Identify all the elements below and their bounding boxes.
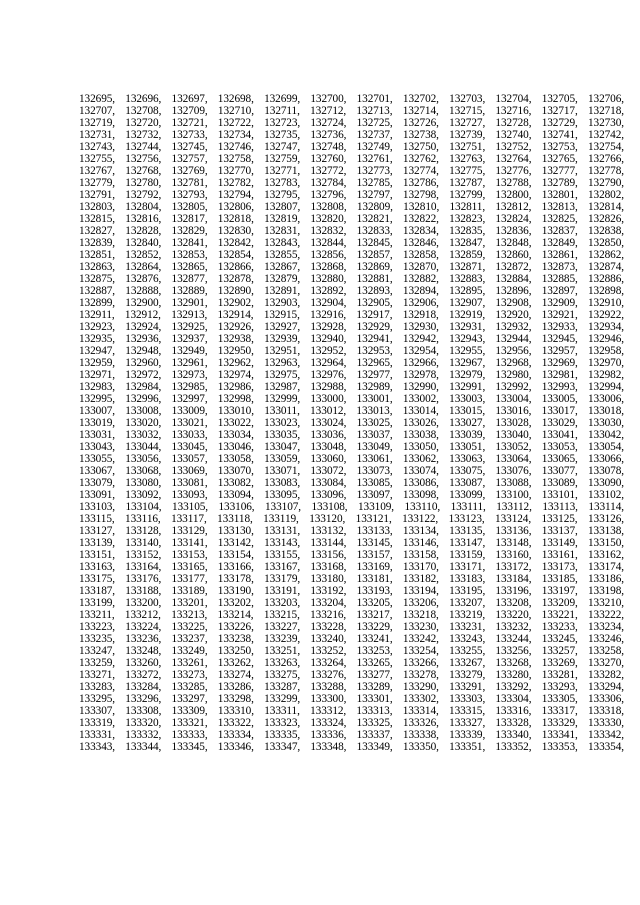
number-line: 133043, 133044, 133045, 133046, 133047, 133048, 133049, 133050, 133051, 133052, 133053, 133054, xyxy=(79,441,624,453)
number-line: 132743, 132744, 132745, 132746, 132747, 132748, 132749, 132750, 132751, 132752, 132753, 132754, xyxy=(79,141,624,153)
number-line: 132839, 132840, 132841, 132842, 132843, 132844, 132845, 132846, 132847, 132848, 132849, 132850, xyxy=(79,237,624,249)
number-line: 132791, 132792, 132793, 132794, 132795, 132796, 132797, 132798, 132799, 132800, 132801, 132802, xyxy=(79,189,624,201)
number-line: 133223, 133224, 133225, 133226, 133227, 133228, 133229, 133230, 133231, 133232, 133233, 133234, xyxy=(79,621,624,633)
number-line: 133247, 133248, 133249, 133250, 133251, 133252, 133253, 133254, 133255, 133256, 133257, 133258, xyxy=(79,645,624,657)
number-line: 132959, 132960, 132961, 132962, 132963, 132964, 132965, 132966, 132967, 132968, 132969, 132970, xyxy=(79,357,624,369)
number-line: 132911, 132912, 132913, 132914, 132915, 132916, 132917, 132918, 132919, 132920, 132921, 132922, xyxy=(79,309,624,321)
number-line: 133211, 133212, 133213, 133214, 133215, 133216, 133217, 133218, 133219, 133220, 133221, 133222, xyxy=(79,609,624,621)
number-line: 132815, 132816, 132817, 132818, 132819, 132820, 132821, 132822, 132823, 132824, 132825, 132826, xyxy=(79,213,624,225)
number-line: 133259, 133260, 133261, 133262, 133263, 133264, 133265, 133266, 133267, 133268, 133269, 133270, xyxy=(79,657,624,669)
number-line: 133199, 133200, 133201, 133202, 133203, 133204, 133205, 133206, 133207, 133208, 133209, 133210, xyxy=(79,597,624,609)
number-line: 132719, 132720, 132721, 132722, 132723, 132724, 132725, 132726, 132727, 132728, 132729, 132730, xyxy=(79,117,624,129)
number-line: 133307, 133308, 133309, 133310, 133311, 133312, 133313, 133314, 133315, 133316, 133317, 133318, xyxy=(79,705,624,717)
number-line: 132767, 132768, 132769, 132770, 132771, 132772, 132773, 132774, 132775, 132776, 132777, 132778, xyxy=(79,165,624,177)
number-line: 132971, 132972, 132973, 132974, 132975, 132976, 132977, 132978, 132979, 132980, 132981, 132982, xyxy=(79,369,624,381)
number-line: 133319, 133320, 133321, 133322, 133323, 133324, 133325, 133326, 133327, 133328, 133329, 133330, xyxy=(79,717,624,729)
number-line: 132731, 132732, 132733, 132734, 132735, 132736, 132737, 132738, 132739, 132740, 132741, 132742, xyxy=(79,129,624,141)
number-sequence-block xyxy=(79,93,624,753)
number-line: 133091, 133092, 133093, 133094, 133095, 133096, 133097, 133098, 133099, 133100, 133101, 133102, xyxy=(79,489,624,501)
number-line: 133055, 133056, 133057, 133058, 133059, 133060, 133061, 133062, 133063, 133064, 133065, 133066, xyxy=(79,453,624,465)
number-line: 133331, 133332, 133333, 133334, 133335, 133336, 133337, 133338, 133339, 133340, 133341, 133342, xyxy=(79,729,624,741)
number-line: 133187, 133188, 133189, 133190, 133191, 133192, 133193, 133194, 133195, 133196, 133197, 133198, xyxy=(79,585,624,597)
number-line: 132923, 132924, 132925, 132926, 132927, 132928, 132929, 132930, 132931, 132932, 132933, 132934, xyxy=(79,321,624,333)
number-line: 133175, 133176, 133177, 133178, 133179, 133180, 133181, 133182, 133183, 133184, 133185, 133186, xyxy=(79,573,624,585)
number-line: 132995, 132996, 132997, 132998, 132999, 133000, 133001, 133002, 133003, 133004, 133005, 133006, xyxy=(79,393,624,405)
number-line: 132947, 132948, 132949, 132950, 132951, 132952, 132953, 132954, 132955, 132956, 132957, 132958, xyxy=(79,345,624,357)
number-line: 133079, 133080, 133081, 133082, 133083, 133084, 133085, 133086, 133087, 133088, 133089, 133090, xyxy=(79,477,624,489)
number-line: 132863, 132864, 132865, 132866, 132867, 132868, 132869, 132870, 132871, 132872, 132873, 132874, xyxy=(79,261,624,273)
number-line: 132851, 132852, 132853, 132854, 132855, 132856, 132857, 132858, 132859, 132860, 132861, 132862, xyxy=(79,249,624,261)
number-line: 133115, 133116, 133117, 133118, 133119, 133120, 133121, 133122, 133123, 133124, 133125, 133126, xyxy=(79,513,624,525)
number-line: 132983, 132984, 132985, 132986, 132987, 132988, 132989, 132990, 132991, 132992, 132993, 132994, xyxy=(79,381,624,393)
number-line: 133163, 133164, 133165, 133166, 133167, 133168, 133169, 133170, 133171, 133172, 133173, 133174, xyxy=(79,561,624,573)
number-line: 133343, 133344, 133345, 133346, 133347, 133348, 133349, 133350, 133351, 133352, 133353, 133354, xyxy=(79,741,624,753)
number-line: 132695, 132696, 132697, 132698, 132699, 132700, 132701, 132702, 132703, 132704, 132705, 132706, xyxy=(79,93,624,105)
number-line: 133007, 133008, 133009, 133010, 133011, 133012, 133013, 133014, 133015, 133016, 133017, 133018, xyxy=(79,405,624,417)
number-line: 132875, 132876, 132877, 132878, 132879, 132880, 132881, 132882, 132883, 132884, 132885, 132886, xyxy=(79,273,624,285)
number-line: 133283, 133284, 133285, 133286, 133287, 133288, 133289, 133290, 133291, 133292, 133293, 133294, xyxy=(79,681,624,693)
number-line: 132899, 132900, 132901, 132902, 132903, 132904, 132905, 132906, 132907, 132908, 132909, 132910, xyxy=(79,297,624,309)
number-line: 133139, 133140, 133141, 133142, 133143, 133144, 133145, 133146, 133147, 133148, 133149, 133150, xyxy=(79,537,624,549)
number-line: 133295, 133296, 133297, 133298, 133299, 133300, 133301, 133302, 133303, 133304, 133305, 133306, xyxy=(79,693,624,705)
number-line: 132707, 132708, 132709, 132710, 132711, 132712, 132713, 132714, 132715, 132716, 132717, 132718, xyxy=(79,105,624,117)
number-line: 133151, 133152, 133153, 133154, 133155, 133156, 133157, 133158, 133159, 133160, 133161, 133162, xyxy=(79,549,624,561)
number-line: 132827, 132828, 132829, 132830, 132831, 132832, 132833, 132834, 132835, 132836, 132837, 132838, xyxy=(79,225,624,237)
number-line: 133235, 133236, 133237, 133238, 133239, 133240, 133241, 133242, 133243, 133244, 133245, 133246, xyxy=(79,633,624,645)
number-line: 133067, 133068, 133069, 133070, 133071, 133072, 133073, 133074, 133075, 133076, 133077, 133078, xyxy=(79,465,624,477)
number-line: 133031, 133032, 133033, 133034, 133035, 133036, 133037, 133038, 133039, 133040, 133041, 133042, xyxy=(79,429,624,441)
number-line: 132887, 132888, 132889, 132890, 132891, 132892, 132893, 132894, 132895, 132896, 132897, 132898, xyxy=(79,285,624,297)
number-line: 132755, 132756, 132757, 132758, 132759, 132760, 132761, 132762, 132763, 132764, 132765, 132766, xyxy=(79,153,624,165)
number-line: 133127, 133128, 133129, 133130, 133131, 133132, 133133, 133134, 133135, 133136, 133137, 133138, xyxy=(79,525,624,537)
number-line: 133271, 133272, 133273, 133274, 133275, 133276, 133277, 133278, 133279, 133280, 133281, 133282, xyxy=(79,669,624,681)
number-line: 132935, 132936, 132937, 132938, 132939, 132940, 132941, 132942, 132943, 132944, 132945, 132946, xyxy=(79,333,624,345)
number-line: 132779, 132780, 132781, 132782, 132783, 132784, 132785, 132786, 132787, 132788, 132789, 132790, xyxy=(79,177,624,189)
number-line: 133019, 133020, 133021, 133022, 133023, 133024, 133025, 133026, 133027, 133028, 133029, 133030, xyxy=(79,417,624,429)
number-line: 132803, 132804, 132805, 132806, 132807, 132808, 132809, 132810, 132811, 132812, 132813, 132814, xyxy=(79,201,624,213)
number-line: 133103, 133104, 133105, 133106, 133107, 133108, 133109, 133110, 133111, 133112, 133113, 133114, xyxy=(79,501,624,513)
